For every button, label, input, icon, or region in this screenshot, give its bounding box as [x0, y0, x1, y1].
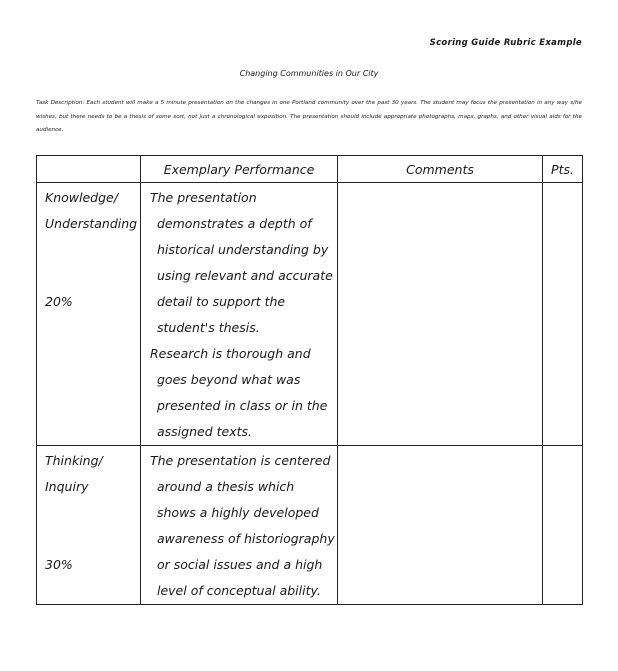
table-row: [37, 183, 583, 446]
rubric-table: [36, 155, 583, 605]
header-comments: Comments: [338, 156, 543, 183]
criterion-name-line1: Thinking/: [45, 453, 103, 468]
header-exemplary-performance: Exemplary Performance: [141, 156, 338, 183]
criterion-name-line2: Inquiry: [45, 479, 89, 494]
header-points: Pts.: [543, 156, 583, 183]
criterion-name-line1: Knowledge/: [45, 190, 118, 205]
performance-paragraph: The presentation demonstrates a depth of historical understanding by using relevant and accurate detail to support the student's thesis.: [150, 190, 333, 335]
header-row: [37, 156, 583, 183]
document-title: Changing Communities in Our City: [239, 69, 379, 78]
points-cell: [543, 183, 583, 446]
performance-paragraph: Research is thorough and goes beyond what was presented in class or in the assigned texts.: [150, 346, 328, 439]
header-criterion: [37, 156, 141, 183]
criterion-name-line2: Understanding: [45, 216, 138, 231]
comments-cell: [338, 446, 543, 605]
exemplary-performance-cell: [141, 183, 338, 446]
criterion-cell: [37, 183, 141, 446]
exemplary-performance-cell: [141, 446, 338, 605]
criterion-cell: [37, 446, 141, 605]
performance-paragraph: The presentation is centered around a thesis which shows a highly developed awareness of historiography or social issues and a high level of conceptual ability.: [150, 453, 335, 598]
criterion-weight: 30%: [45, 557, 73, 572]
comments-cell: [338, 183, 543, 446]
table-row: [37, 446, 583, 605]
task-description: Task Description: Each student will make a 5 minute presentation on the changes in one Portland community over the past 30 years. The student may focus the presentation in any way s/he wishes, but there needs to be a thesis of some sort, not just a chronological exposition. The presentation should include appropriate photographs, maps, graphs, and other visual aids for the audience.: [36, 100, 582, 133]
points-cell: [543, 446, 583, 605]
document-heading: Scoring Guide Rubric Example: [429, 38, 582, 48]
criterion-weight: 20%: [45, 294, 73, 309]
